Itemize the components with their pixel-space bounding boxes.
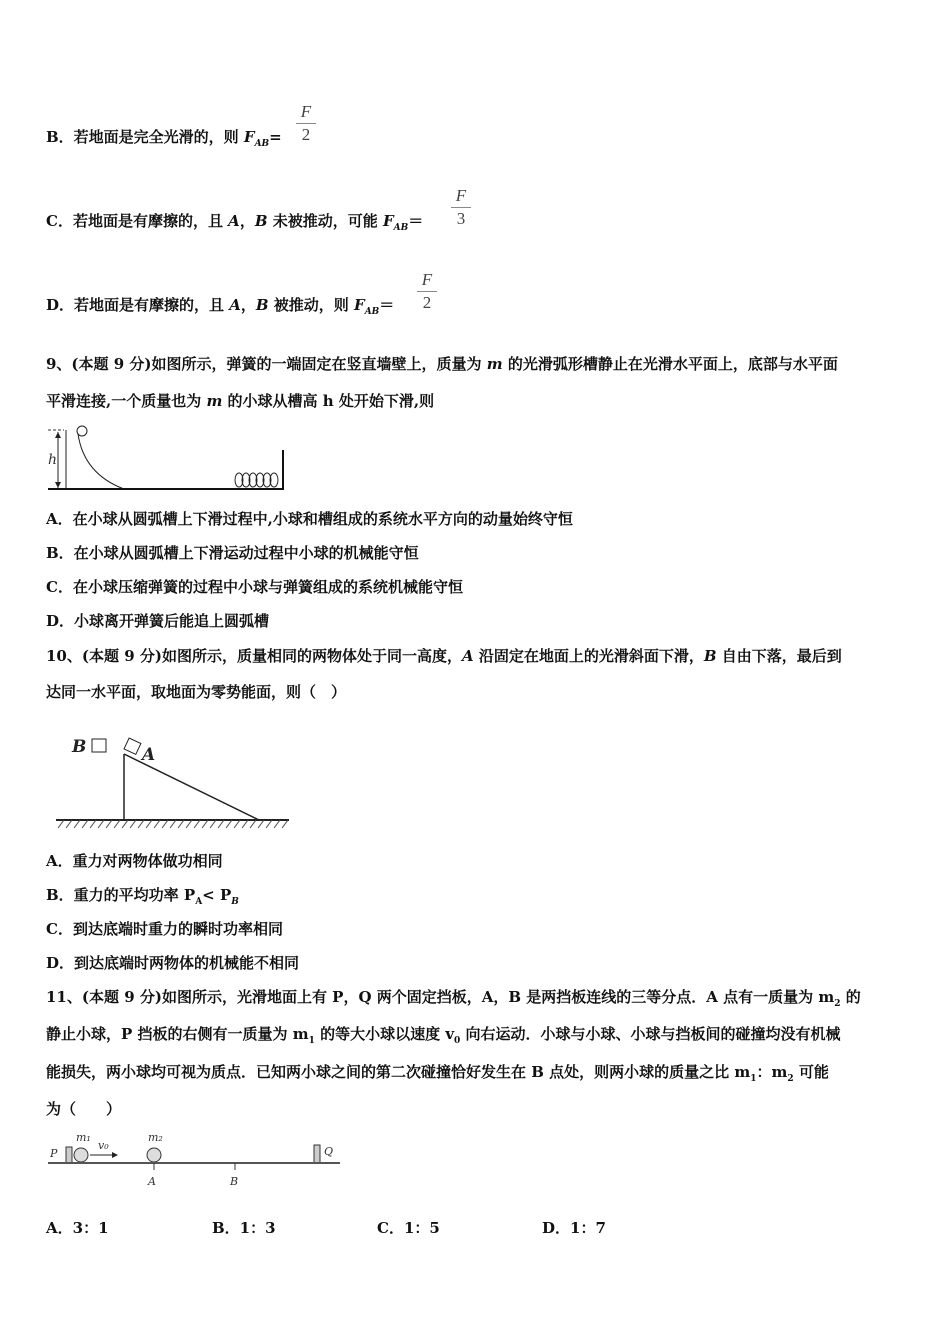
text: ：m [756, 1063, 788, 1081]
q11-option-b: B．1：3 [212, 1219, 276, 1237]
eq: = [269, 128, 282, 146]
num: F [300, 102, 312, 121]
a-label: A [142, 745, 156, 765]
den: 3 [456, 209, 466, 228]
a-label: A [148, 1175, 156, 1188]
q11-figure-track [44, 1128, 344, 1194]
q9-option-d: D．小球离开弹簧后能追上圆弧槽 [46, 612, 270, 630]
var: F [243, 128, 255, 146]
q11-option-a: A．3：1 [46, 1219, 109, 1237]
sub: AB [393, 223, 409, 233]
sub: B [231, 897, 239, 907]
text: C．若地面是有摩擦的，且 [46, 212, 229, 230]
text: 被推动，则 [268, 296, 355, 314]
var: A [461, 647, 474, 665]
var: m [486, 355, 503, 373]
q11-stem-line4: 为（ ） [46, 1100, 122, 1118]
var: B [703, 647, 717, 665]
sub: 2 [834, 999, 841, 1009]
text: D．若地面是有摩擦的，且 [46, 296, 230, 314]
q10-option-b [46, 885, 239, 912]
q10-option-c: C．到达底端时重力的瞬时功率相同 [46, 920, 283, 938]
sub: 0 [454, 1036, 461, 1046]
sub: AB [254, 139, 270, 149]
var: A [229, 296, 241, 314]
text: 的光滑弧形槽静止在光滑水平面上，底部与水平面 [502, 355, 838, 373]
var: F [382, 212, 394, 230]
text: 沿固定在地面上的光滑斜面下滑， [473, 647, 704, 665]
var: A [228, 212, 240, 230]
m2-label: m₂ [148, 1131, 163, 1144]
eq: ＝ [408, 212, 424, 230]
fraction-f-3 [451, 186, 471, 229]
q9-option-c: C．在小球压缩弹簧的过程中小球与弹簧组成的系统机械能守恒 [46, 578, 463, 596]
b-label: B [230, 1175, 239, 1188]
sub: A [195, 897, 203, 907]
p-label: P [50, 1147, 58, 1160]
q10-stem-line2: 达同一水平面，取地面为零势能面，则（ ） [46, 683, 347, 701]
b-label: B [72, 737, 87, 757]
text: 11、(本题 9 分)如图所示，光滑地面上有 P，Q 两个固定挡板，A，B 是两挡板连线的三等分点．A 点有一质量为 m [46, 988, 835, 1006]
q10-option-d: D．到达底端时两物体的机械能不相同 [46, 954, 300, 972]
q9-stem-line2 [46, 391, 434, 411]
text: ， [240, 296, 256, 314]
q11-stem-line3 [46, 1062, 829, 1089]
q9-stem-line1 [46, 354, 838, 374]
h-label: h [48, 452, 58, 468]
text: 自由下落，最后到 [716, 647, 842, 665]
q10-stem-line1 [46, 646, 842, 666]
text: < P [202, 886, 232, 904]
num: F [421, 270, 433, 289]
text: B．重力的平均功率 P [46, 886, 196, 904]
var: F [354, 296, 365, 314]
sub: 1 [308, 1036, 315, 1046]
den: 2 [301, 125, 311, 144]
num: F [455, 186, 467, 205]
text: 的等大小球以速度 v [314, 1025, 455, 1043]
m1-label: m₁ [76, 1131, 91, 1144]
fraction-f-2 [417, 270, 437, 313]
text: ， [239, 212, 255, 230]
q8-option-c [46, 211, 423, 238]
q8-option-d [46, 295, 394, 322]
text: 平滑连接,一个质量也为 [46, 392, 207, 410]
var: B [255, 296, 269, 314]
den: 2 [422, 293, 432, 312]
q11-stem-line1 [46, 987, 861, 1014]
q11-stem-line2 [46, 1024, 841, 1051]
sub: 2 [787, 1074, 794, 1084]
text: B．若地面是完全光滑的，则 [46, 128, 244, 146]
text: 10、(本题 9 分)如图所示，质量相同的两物体处于同一高度， [46, 647, 462, 665]
text: 未被推动，可能 [267, 212, 383, 230]
q11-option-c: C．1：5 [377, 1219, 440, 1237]
v0-label: v₀ [98, 1139, 109, 1152]
q9-option-b: B．在小球从圆弧槽上下滑运动过程中小球的机械能守恒 [46, 544, 419, 562]
text: 9、(本题 9 分)如图所示，弹簧的一端固定在竖直墙壁上，质量为 [46, 355, 487, 373]
sub: 1 [750, 1074, 757, 1084]
text: 向右运动．小球与小球、小球与挡板间的碰撞均没有机械 [460, 1025, 841, 1043]
text: 静止小球，P 挡板的右侧有一质量为 m [46, 1025, 309, 1043]
text: 的小球从槽高 h 处开始下滑,则 [222, 392, 435, 410]
q10-figure-incline [54, 730, 294, 835]
q11-option-d: D．1：7 [542, 1219, 606, 1237]
fraction-f-2 [296, 102, 316, 145]
var: B [254, 212, 268, 230]
q9-figure-slope-spring [44, 422, 289, 494]
text: 可能 [793, 1063, 829, 1081]
q8-option-b [46, 127, 282, 154]
q9-option-a: A．在小球从圆弧槽上下滑过程中,小球和槽组成的系统水平方向的动量始终守恒 [46, 510, 573, 528]
var: m [206, 392, 223, 410]
eq: ＝ [379, 296, 395, 314]
sub: AB [364, 307, 380, 317]
q10-option-a: A．重力对两物体做功相同 [46, 852, 223, 870]
q-label: Q [324, 1145, 334, 1158]
text: 的 [840, 988, 861, 1006]
text: 能损失，两小球均可视为质点．已知两小球之间的第二次碰撞恰好发生在 B 点处，则两小球的质量之比 m [46, 1063, 751, 1081]
